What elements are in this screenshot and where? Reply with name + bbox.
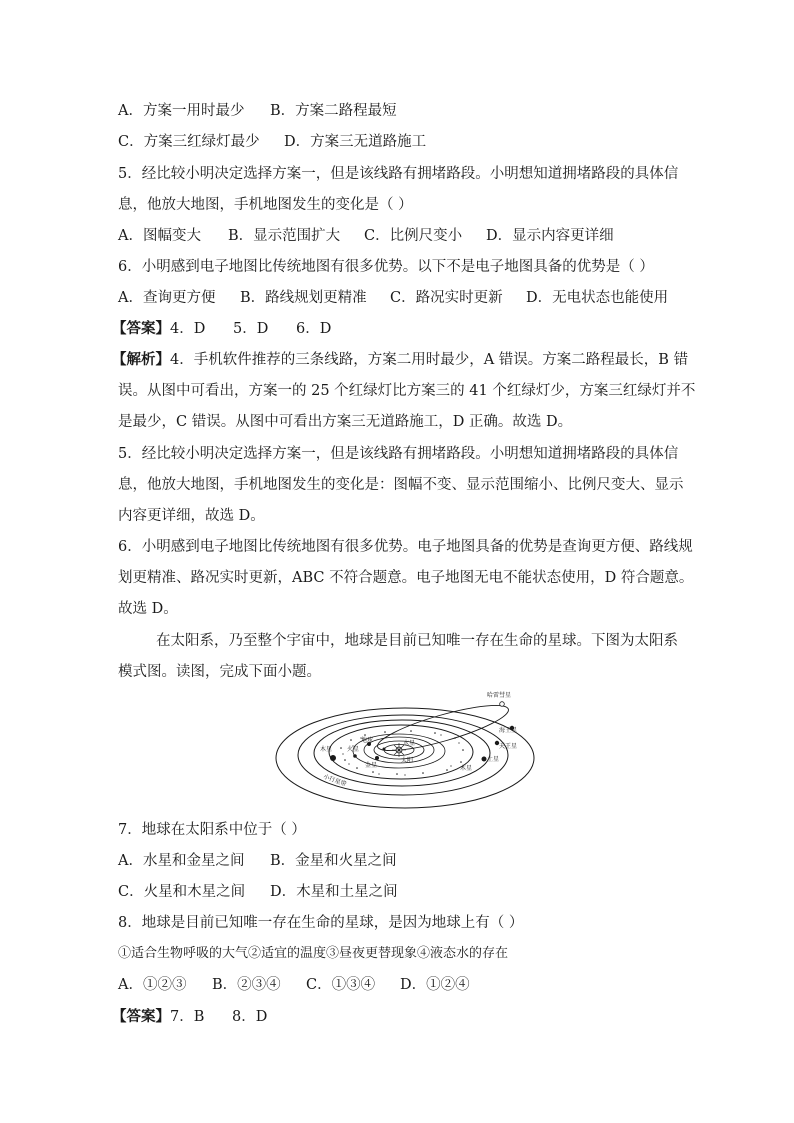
q6-option-a: A．查询更方便	[118, 290, 216, 306]
label-uranus: 天王星	[499, 743, 518, 750]
q7-option-a: A．水星和金星之间	[118, 853, 245, 869]
q7-options-row-2	[118, 882, 398, 902]
q5-option-c: C．比例尺变小	[364, 228, 463, 244]
q8-option-a: A．①②③	[118, 977, 187, 993]
answer-text: 4．D 5．D 6．D	[170, 321, 332, 337]
label-earth: 地球	[361, 737, 374, 744]
q4-options-row-2	[118, 132, 426, 152]
label-comet: 哈雷彗星	[487, 692, 512, 699]
q4-option-c: C．方案三红绿灯最少	[118, 134, 260, 150]
analysis-tag: 【解析】	[112, 351, 170, 368]
analysis-line-8: 划更精准、路况实时更新，ABC 不符合题意。电子地图无电不能状态使用，D 符合题意。	[118, 570, 694, 586]
analysis-line-9: 故选 D。	[118, 601, 178, 617]
analysis-line-5: 息，他放大地图，手机地图发生的变化是：图幅不变、显示范围缩小、比例尺变大、显示	[118, 477, 684, 493]
q4-options-row-1	[118, 101, 397, 121]
venus-icon	[375, 756, 379, 760]
intro-line-2: 模式图。读图，完成下面小题。	[118, 664, 321, 680]
answer-4-6	[112, 319, 331, 339]
analysis-line-4: 5．经比较小明决定选择方案一，但是该线路有拥堵路段。小明想知道拥堵路段的具体信	[118, 446, 679, 462]
q6-option-b: B．路线规划更精准	[240, 290, 367, 306]
q7-option-b: B．金星和火星之间	[270, 853, 397, 869]
answer-tag: 【答案】	[112, 320, 170, 337]
mars-icon	[353, 754, 357, 758]
q8-option-c: C．①③④	[306, 977, 376, 993]
q7-option-c: C．火星和木星之间	[118, 884, 246, 900]
answer-7-8	[112, 1007, 267, 1027]
label-jupiter-near: 木星	[460, 765, 473, 772]
mercury-icon	[383, 748, 386, 751]
intro-line-1: 在太阳系，乃至整个宇宙中，地球是目前已知唯一存在生命的星球。下图为太阳系	[156, 633, 678, 649]
q4-option-a: A．方案一用时最少	[118, 103, 245, 119]
q4-option-d: D．方案三无道路施工	[284, 134, 427, 150]
analysis-line-3: 是最少，C 错误。从图中可看出方案三无道路施工，D 正确。故选 D。	[118, 414, 573, 430]
q5-options	[118, 226, 614, 246]
saturn-icon	[482, 757, 487, 762]
q8-option-b: B．②③④	[212, 977, 281, 993]
analysis-text-1: 4．手机软件推荐的三条线路，方案二用时最少，A 错误。方案二路程最长，B 错	[170, 352, 689, 368]
q8-options	[118, 975, 470, 995]
label-mars: 火星	[347, 746, 360, 753]
q5-option-d: D．显示内容更详细	[486, 228, 614, 244]
q8-stem: 8．地球是目前已知唯一存在生命的星球，是因为地球上有（ ）	[118, 915, 524, 931]
analysis-line-1	[112, 350, 688, 370]
jupiter-icon	[330, 755, 336, 761]
q7-options-row-1	[118, 851, 397, 871]
q8-items: ①适合生物呼吸的大气②适宜的温度③昼夜更替现象④液态水的存在	[118, 946, 509, 961]
q5-stem-line-2: 息，他放大地图，手机地图发生的变化是（ ）	[118, 197, 413, 213]
analysis-line-2: 误。从图中可看出，方案一的 25 个红绿灯比方案三的 41 个红绿灯少，方案三红绿灯并不	[118, 383, 696, 399]
orbits	[276, 697, 534, 808]
label-neptune: 海王星	[499, 727, 518, 734]
q5-option-b: B．显示范围扩大	[228, 228, 341, 244]
q5-stem-line-1: 5．经比较小明决定选择方案一，但是该线路有拥堵路段。小明想知道拥堵路段的具体信	[118, 166, 679, 182]
label-asteroid-belt: 小行星带	[322, 773, 348, 789]
q6-options	[118, 288, 668, 308]
label-venus: 金星	[365, 762, 378, 769]
q6-option-c: C．路况实时更新	[390, 290, 503, 306]
label-sun: 太阳	[401, 757, 414, 764]
analysis-line-7: 6．小明感到电子地图比传统地图有很多优势。电子地图具备的优势是查询更方便、路线规	[118, 539, 693, 555]
label-saturn: 土星	[487, 756, 500, 763]
answer-text-2: 7．B 8．D	[170, 1009, 268, 1025]
q8-option-d: D．①②④	[400, 977, 470, 993]
halley-comet-icon	[500, 702, 505, 707]
answer-tag-2: 【答案】	[112, 1008, 170, 1025]
q6-stem: 6．小明感到电子地图比传统地图有很多优势。以下不是电子地图具备的优势是（ ）	[118, 259, 654, 275]
analysis-line-6: 内容更详细，故选 D。	[118, 508, 265, 524]
q5-option-a: A．图幅变大	[118, 228, 201, 244]
q7-stem: 7．地球在太阳系中位于（ ）	[118, 822, 306, 838]
q4-option-b: B．方案二路程最短	[270, 103, 397, 119]
label-jupiter: 木星	[320, 746, 333, 753]
q7-option-d: D．木星和土星之间	[270, 884, 398, 900]
q6-option-d: D．无电状态也能使用	[526, 290, 669, 306]
solar-system-diagram	[265, 688, 535, 810]
label-mercury: 水星	[403, 740, 416, 747]
